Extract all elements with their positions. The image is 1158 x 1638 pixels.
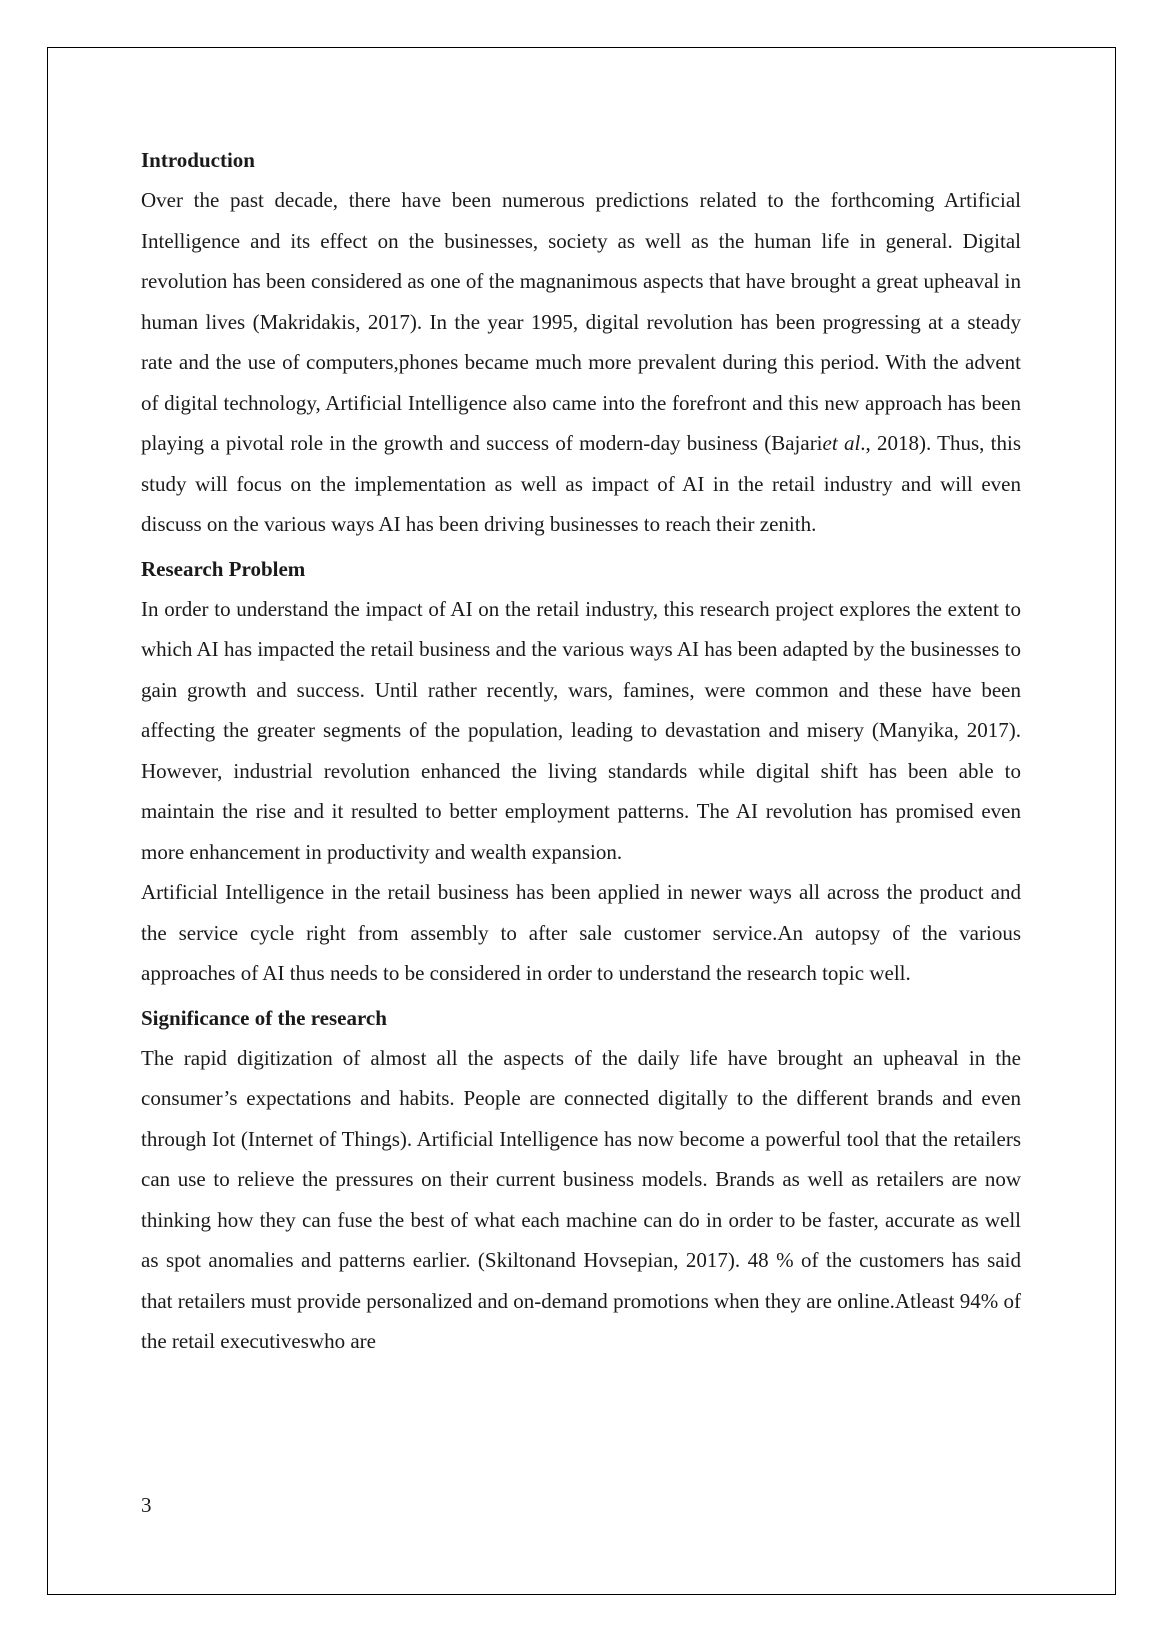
section-heading-significance: Significance of the research (141, 1005, 387, 1030)
introduction-italic-et-al: et al (822, 431, 861, 455)
page-number: 3 (141, 1493, 152, 1517)
introduction-text-start: Over the past decade, there have been numerous predictions related to the forthcoming Artificial Intelligence and its effect on the businesses, society as well as the human life in general. Digital revolution has been considered as one of the magnanimous aspects that have brought a great upheaval in human lives (Makridakis, 2017). In the year 1995, digital revolution has been progressing at a steady rate and the use of computers,phones became much more prevalent during this period. With the advent of digital technology, Artificial Intelligence also came into the forefront and this new approach has been playing a pivotal role in the growth and success of modern-day business (Bajari (141, 188, 1021, 455)
introduction-text-end: ., 2018). Thus, this study will focus on the implementation as well as impact of AI in the retail industry and will even discuss on the various ways AI has been driving businesses to reach their zenith. (141, 431, 1021, 536)
introduction-paragraph (141, 180, 1021, 545)
research-problem-paragraph-1: In order to understand the impact of AI on the retail industry, this research project explores the extent to which AI has impacted the retail business and the various ways AI has been adapted by the businesses to gain growth and success. Until rather recently, wars, famines, were common and these have been affecting the greater segments of the population, leading to devastation and misery (Manyika, 2017). However, industrial revolution enhanced the living standards while digital shift has been able to maintain the rise and it resulted to better employment patterns. The AI revolution has promised even more enhancement in productivity and wealth expansion. (141, 596, 1021, 864)
document-body (141, 140, 1021, 1362)
significance-paragraph: The rapid digitization of almost all the aspects of the daily life have brought an upheaval in the consumer’s expectations and habits. People are connected digitally to the different brands and even through Iot (Internet of Things). Artificial Intelligence has now become a powerful tool that the retailers can use to relieve the pressures on their current business models. Brands as well as retailers are now thinking how they can fuse the best of what each machine can do in order to be faster, accurate as well as spot anomalies and patterns earlier. (Skiltonand Hovsepian, 2017). 48 % of the customers has said that retailers must provide personalized and on-demand promotions when they are online.Atleast 94% of the retail executiveswho are (141, 1045, 1021, 1353)
research-problem-paragraph-2: Artificial Intelligence in the retail business has been applied in newer ways all across the product and the service cycle right from assembly to after sale customer service.An autopsy of the various approaches of AI thus needs to be considered in order to understand the research topic well. (141, 880, 1021, 985)
section-heading-research-problem: Research Problem (141, 556, 306, 581)
section-heading-introduction: Introduction (141, 148, 255, 172)
